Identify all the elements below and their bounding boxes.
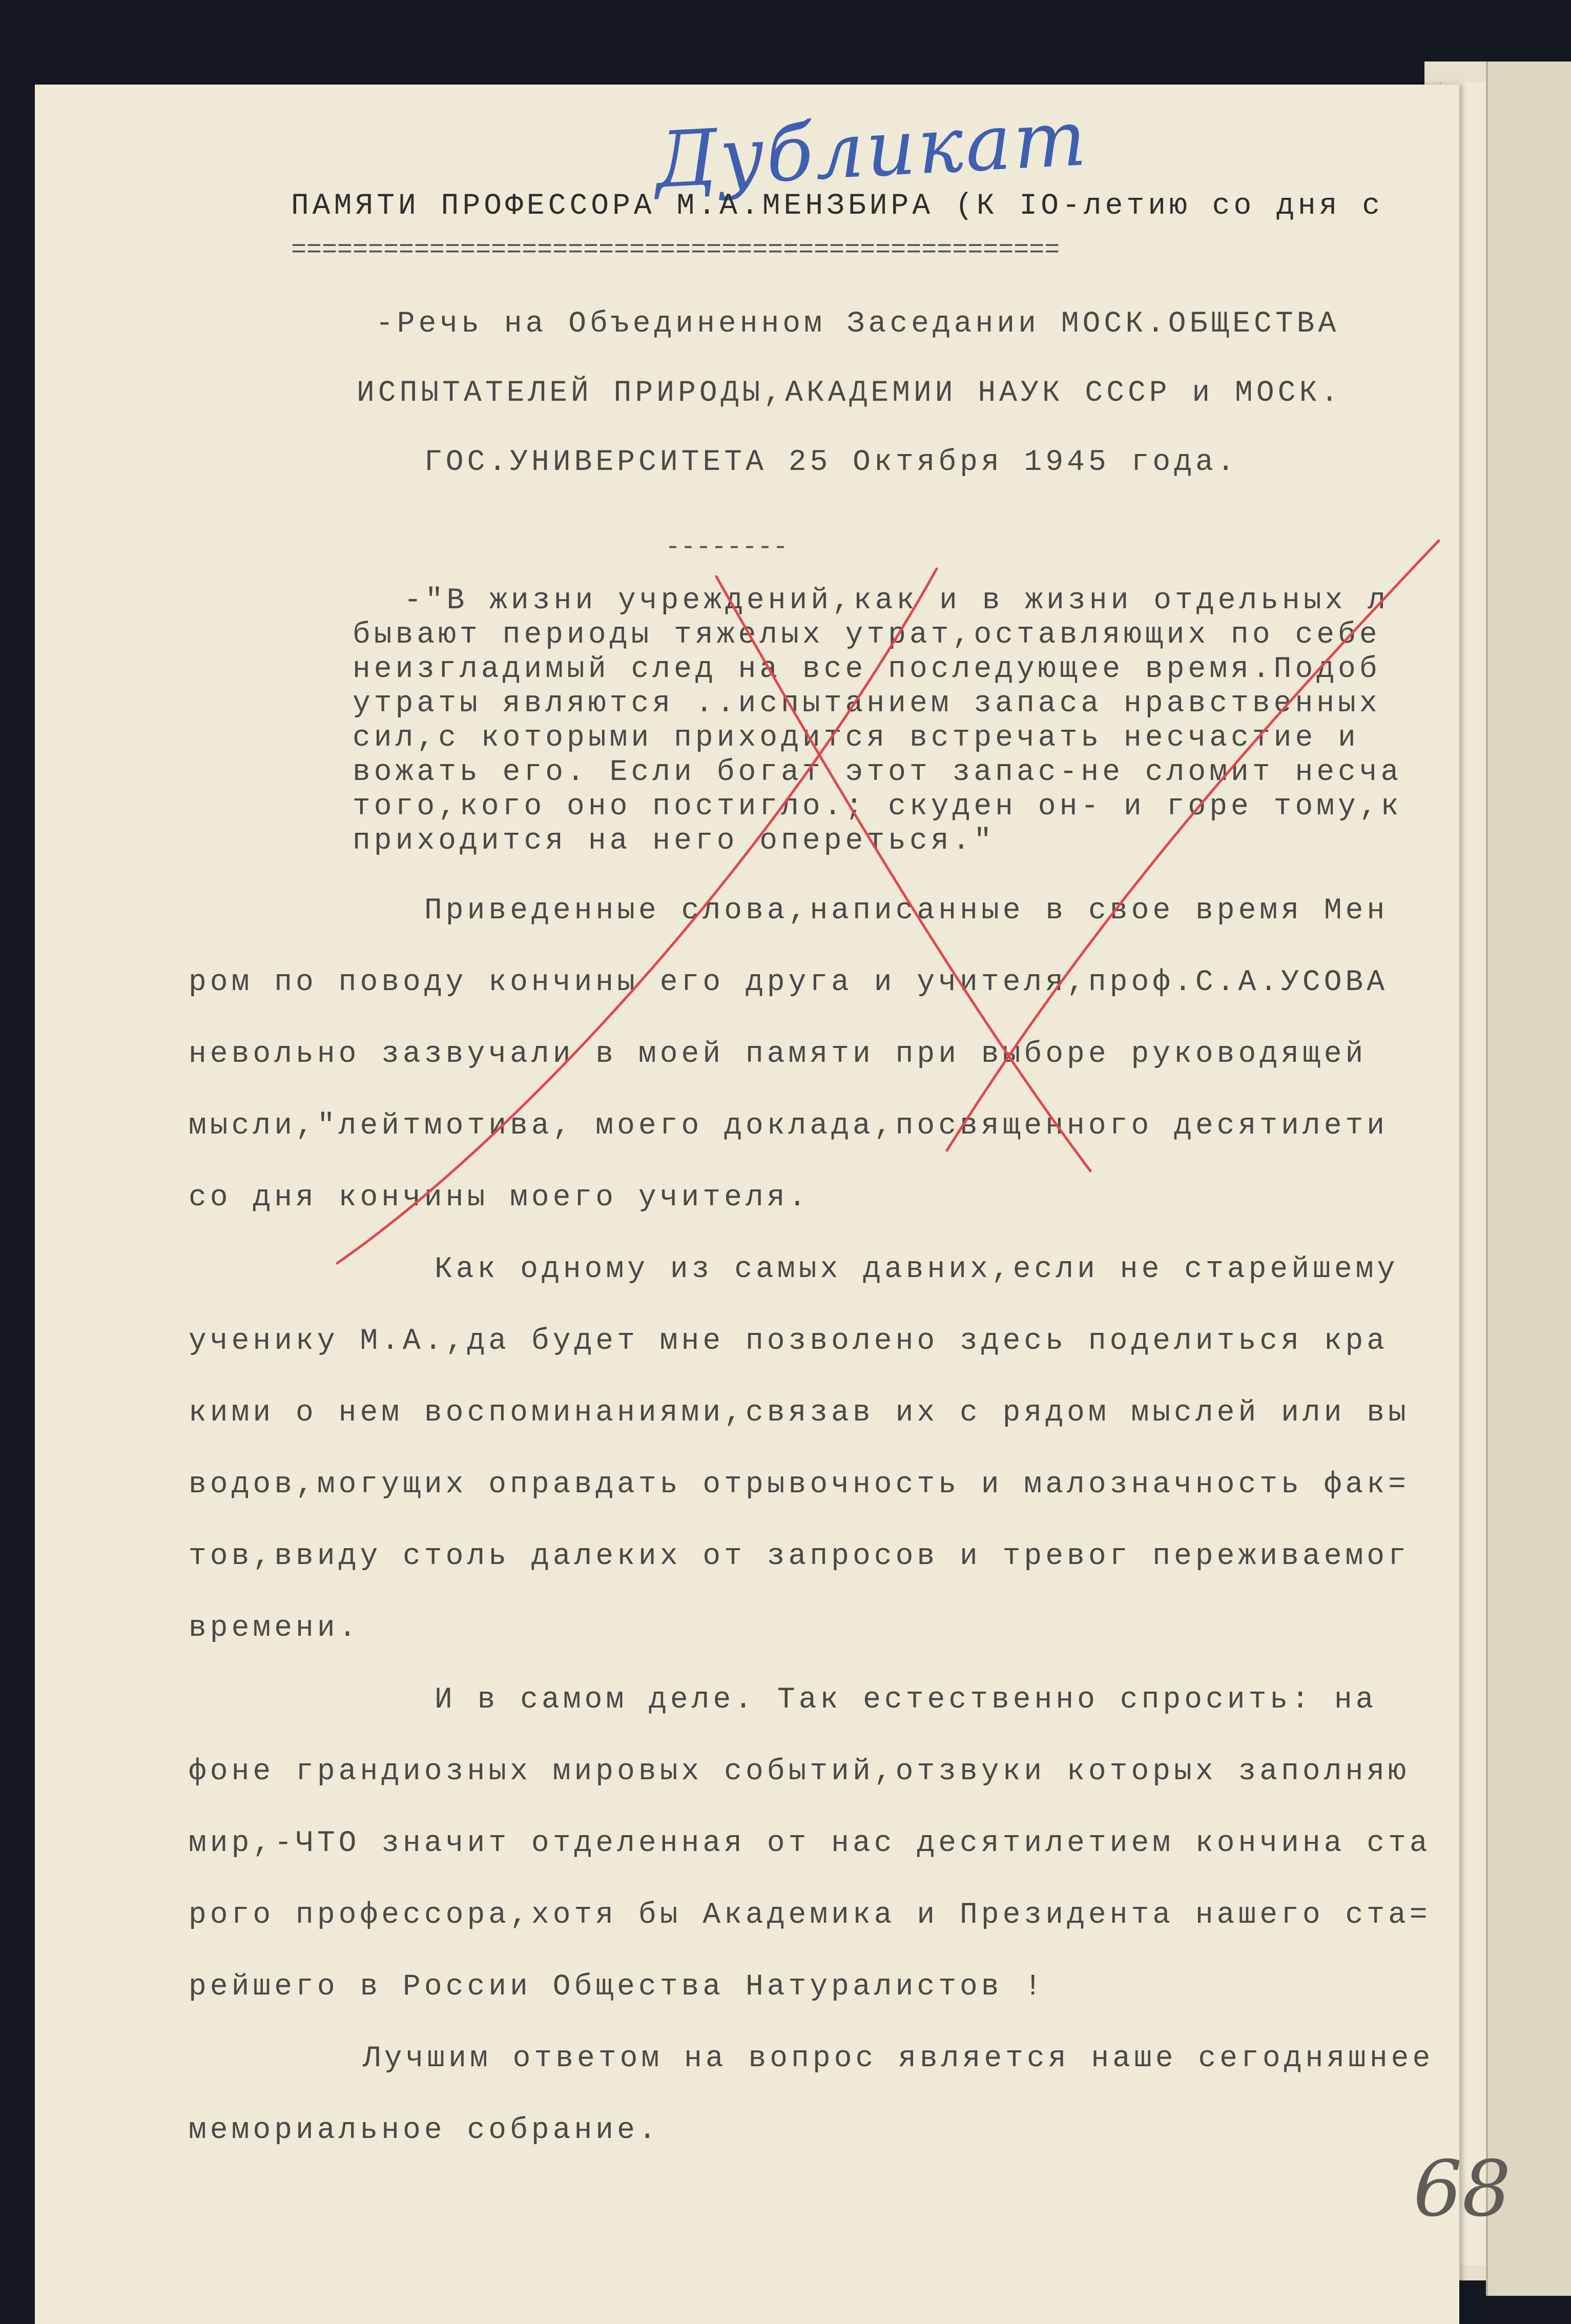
heading-underline: ==================================================: [291, 236, 1060, 265]
paragraph-line: рейшего в России Общества Натуралистов !: [189, 1970, 1046, 2004]
paragraph-line: фоне грандиозных мировых событий,отзвуки которых заполняю: [189, 1755, 1410, 1788]
subtitle-line: ГОС.УНИВЕРСИТЕТА 25 Октября 1945 года.: [424, 446, 1238, 479]
paragraph-line: И в самом деле. Так естественно спросить: на: [435, 1683, 1377, 1717]
paragraph-line: Как одному из самых давних,если не старейшему: [435, 1253, 1399, 1286]
paragraph-line: мир,-ЧТО значит отделенная от нас десятилетием кончина ста: [189, 1827, 1431, 1860]
page-stack-edge: [1486, 61, 1571, 2296]
subtitle-line: -Речь на Объединенном Заседании МОСК.ОБЩЕСТВА: [376, 307, 1340, 341]
quote-line: сил,с которыми приходится встречать несчастие и: [353, 722, 1359, 755]
paragraph-line: водов,могущих оправдать отрывочность и малозначность фак=: [189, 1468, 1410, 1502]
paragraph-line: невольно зазвучали в моей памяти при выборе руководящей: [189, 1038, 1367, 1071]
paragraph-line: Лучшим ответом на вопрос является наше сегодняшнее: [363, 2042, 1434, 2075]
quote-line: того,кого оно постигло.; скуден он- и горе тому,к: [353, 790, 1402, 824]
quote-line: бывают периоды тяжелых утрат,оставляющих по себе: [353, 619, 1381, 652]
red-pencil-crossout: [35, 85, 1459, 2324]
paragraph-line: мысли,"лейтмотива, моего доклада,посвященного десятилети: [189, 1109, 1389, 1143]
document-heading: ПАМЯТИ ПРОФЕССОРА М.А.МЕНЗБИРА (К IO-летию со дня с: [291, 190, 1384, 223]
paragraph-line: ром по поводу кончины его друга и учителя,проф.С.А.УСОВА: [189, 966, 1389, 999]
quote-line: вожать его. Если богат этот запас-не сломит несча: [353, 756, 1402, 789]
quote-line: приходится на него опереться.": [353, 825, 996, 858]
paragraph-line: рого профессора,хотя бы Академика и Президента нашего ста=: [189, 1899, 1431, 1932]
subtitle-line: ИСПЫТАТЕЛЕЙ ПРИРОДЫ,АКАДЕМИИ НАУК СССР и МОСК.: [357, 377, 1342, 410]
paragraph-line: мемориальное собрание.: [189, 2114, 660, 2147]
handwritten-note: Дубликат: [653, 93, 1090, 206]
paragraph-line: кими о нем воспоминаниями,связав их с рядом мыслей или вы: [189, 1396, 1410, 1430]
paragraph-line: ученику М.А.,да будет мне позволено здесь поделиться кра: [189, 1325, 1389, 1358]
quote-line: утраты являются ..испытанием запаса нравственных: [353, 687, 1381, 721]
quote-line: неизгладимый след на все последующее время.Подоб: [353, 653, 1381, 686]
folio-number: 68: [1413, 2145, 1511, 2234]
paragraph-line: со дня кончины моего учителя.: [189, 1181, 810, 1215]
section-separator: --------: [665, 533, 789, 562]
quote-line: -"В жизни учреждений,как и в жизни отдельных л: [404, 584, 1390, 618]
paragraph-line: тов,ввиду столь далеких от запросов и тревог переживаемог: [189, 1540, 1410, 1573]
paragraph-line: времени.: [189, 1612, 360, 1645]
document-page: [35, 85, 1511, 2324]
paragraph-line: Приведенные слова,написанные в свое время Мен: [424, 894, 1389, 928]
